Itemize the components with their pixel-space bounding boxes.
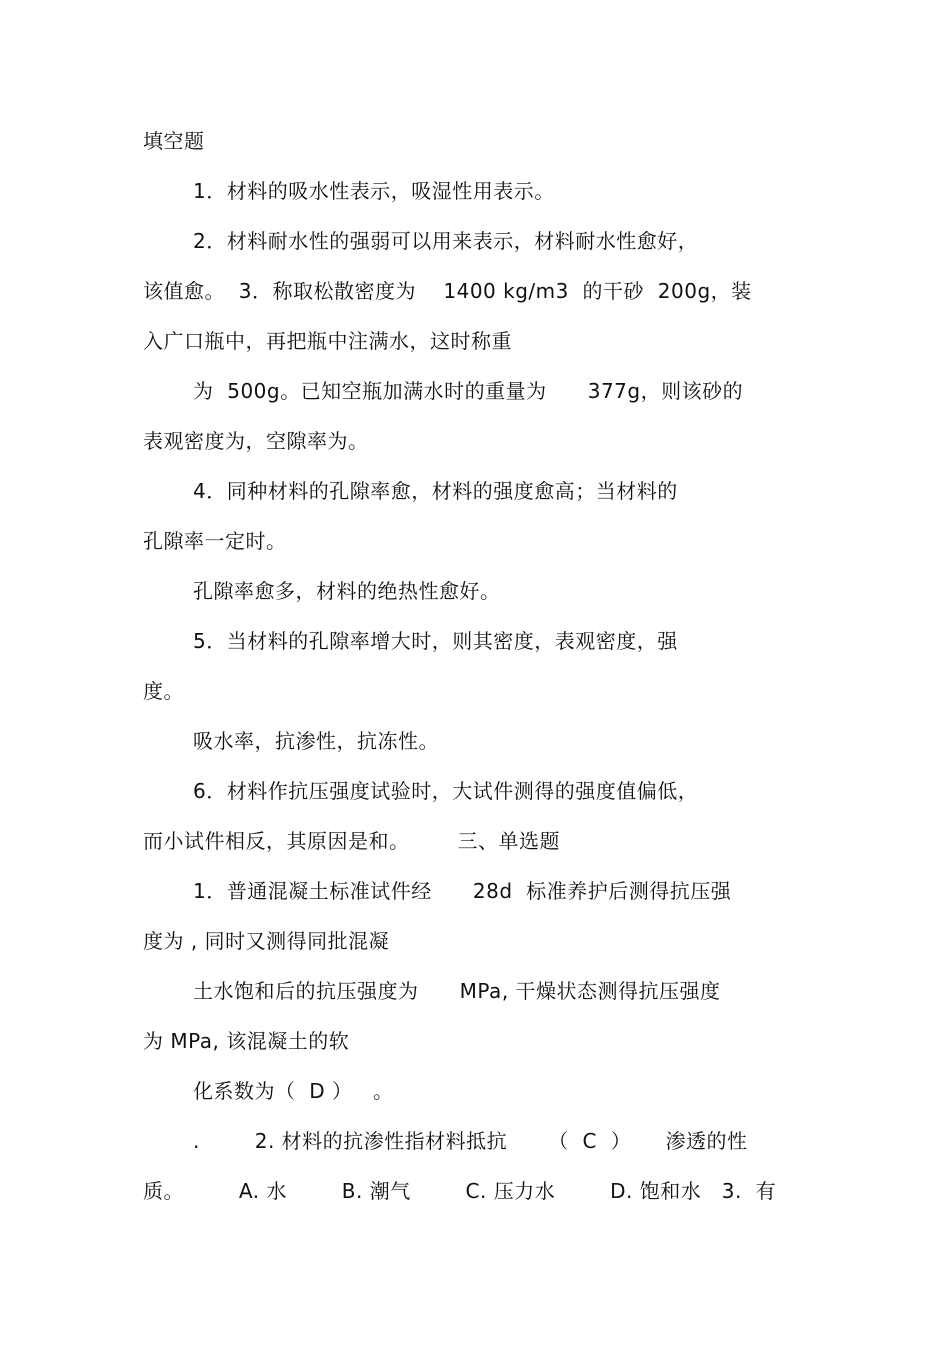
question-4-line-3: 孔隙率愈多，材料的绝热性愈好。 bbox=[193, 579, 501, 603]
single-choice-1-line-2: 度为 , 同时又测得同批混凝 bbox=[143, 929, 390, 953]
question-5-line-1: 5．当材料的孔隙率增大时，则其密度，表观密度，强 bbox=[193, 629, 678, 653]
single-choice-2-options-line: 质。 A. 水 B. 潮气 C. 压力水 D. 饱和水 3. 有 bbox=[143, 1179, 777, 1203]
question-6-line-2: 而小试件相反，其原因是和。 三、单选题 bbox=[143, 829, 561, 853]
single-choice-2-line-1: . 2. 材料的抗渗性指材料抵抗 （ C ） 渗透的性 bbox=[193, 1129, 748, 1153]
question-5-line-2: 度。 bbox=[143, 679, 184, 703]
question-2-3-line: 该值愈。 3．称取松散密度为 1400 kg/m3 的干砂 200g，装 bbox=[143, 279, 752, 303]
question-2-line-1: 2．材料耐水性的强弱可以用来表示，材料耐水性愈好， bbox=[193, 229, 699, 253]
question-3-line-2: 入广口瓶中，再把瓶中注满水，这时称重 bbox=[143, 329, 512, 353]
question-5-line-3: 吸水率，抗渗性，抗冻性。 bbox=[193, 729, 439, 753]
question-4-line-1: 4．同种材料的孔隙率愈，材料的强度愈高；当材料的 bbox=[193, 479, 678, 503]
question-4-line-2: 孔隙率一定时。 bbox=[143, 529, 287, 553]
question-3-line-4: 表观密度为，空隙率为。 bbox=[143, 429, 369, 453]
single-choice-1-line-3: 土水饱和后的抗压强度为 MPa, 干燥状态测得抗压强度 bbox=[193, 979, 721, 1003]
single-choice-1-line-5: 化系数为（ D ） 。 bbox=[193, 1079, 394, 1103]
section-heading-fill-blank: 填空题 bbox=[143, 129, 205, 153]
single-choice-1-line-4: 为 MPa, 该混凝土的软 bbox=[143, 1029, 350, 1053]
question-1-line: 1．材料的吸水性表示，吸湿性用表示。 bbox=[193, 179, 555, 203]
single-choice-1-line-1: 1．普通混凝土标准试件经 28d 标准养护后测得抗压强 bbox=[193, 879, 732, 903]
question-6-line-1: 6．材料作抗压强度试验时，大试件测得的强度值偏低， bbox=[193, 779, 699, 803]
question-3-line-3: 为 500g。已知空瓶加满水时的重量为 377g，则该砂的 bbox=[193, 379, 744, 403]
